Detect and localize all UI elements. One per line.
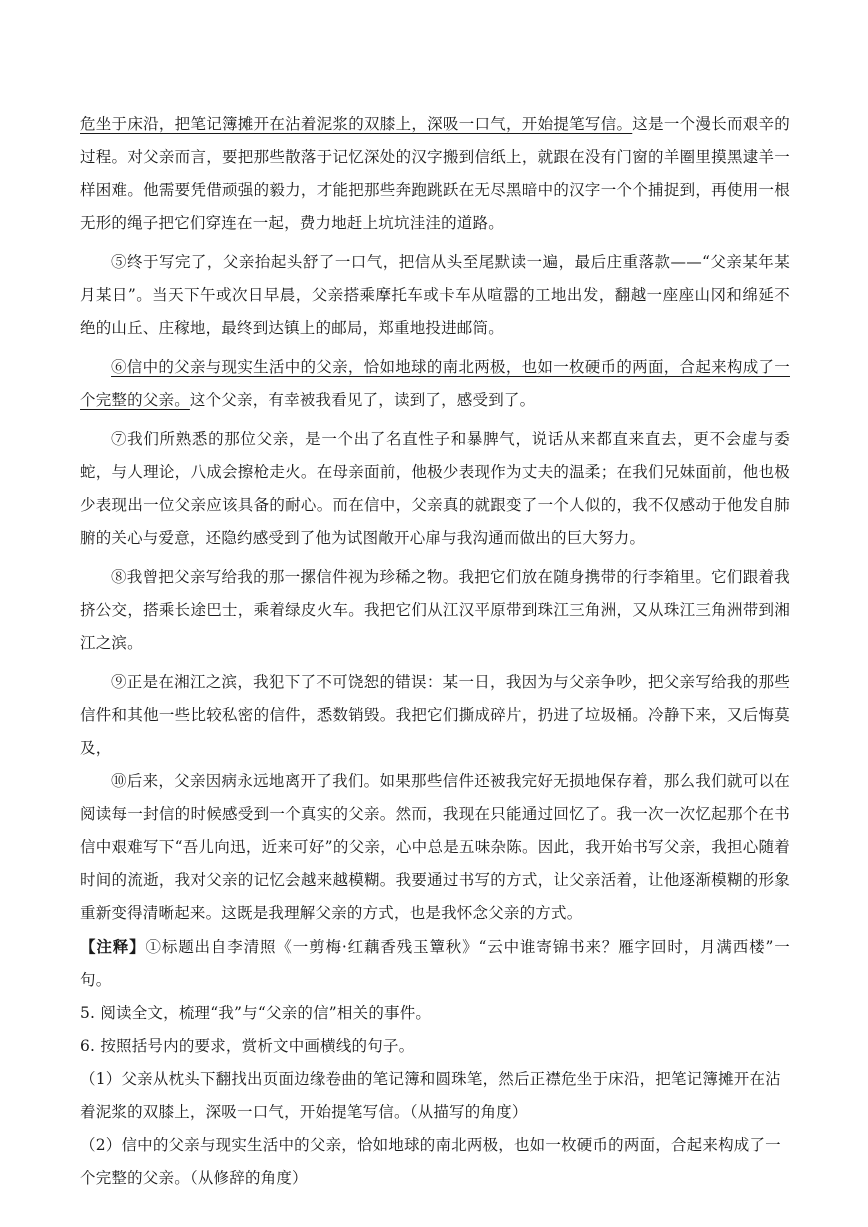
question-6-part-1: （1）父亲从枕头下翻找出页面边缘卷曲的笔记簿和圆珠笔，然后正襟危坐于床沿，把笔记簿摊开在沾着泥浆的双膝上，深吸一口气，开始提笔写信。（从描写的角度） [80, 1070, 781, 1121]
underlined-sentence-2: ⑥信中的父亲与现实生活中的父亲，恰如地球的南北两极，也如一枚硬币的两面，合起来构成了一个完整的父亲。 [80, 358, 790, 409]
paragraph-6-text: 这个父亲，有幸被我看见了，读到了，感受到了。 [189, 391, 536, 409]
question-5: 5. 阅读全文，梳理“我”与“父亲的信”相关的事件。 [80, 1004, 432, 1022]
underlined-sentence-1: 危坐于床沿，把笔记簿摊开在沾着泥浆的双膝上，深吸一口气，开始提笔写信。 [80, 115, 633, 133]
question-6-part-2: （2）信中的父亲与现实生活中的父亲，恰如地球的南北两极，也如一枚硬币的两面，合起来构成了一个完整的父亲。（从修辞的角度） [80, 1136, 781, 1187]
paragraph-8: ⑧我曾把父亲写给我的那一摞信件视为珍稀之物。我把它们放在随身携带的行李箱里。它们跟着我挤公交，搭乘长途巴士，乘着绿皮火车。我把它们从江汉平原带到珠江三角洲，又从珠江三角洲带到湘江之滨。 [80, 568, 790, 652]
paragraph-6 [80, 351, 790, 417]
document-page [80, 108, 790, 1195]
annotation [80, 930, 790, 997]
annotation-text: ①标题出自李清照《一剪梅·红藕香残玉簟秋》“云中谁寄锦书来？雁字回时，月满西楼”一句。 [80, 938, 790, 989]
paragraph-4-text: 这是一个漫长而艰辛的过程。对父亲而言，要把那些散落于记忆深处的汉字搬到信纸上，就跟在没有门窗的羊圈里摸黑逮羊一样困难。他需要凭借顽强的毅力，才能把那些奔跑跳跃在无尽黑暗中的汉字一个个捕捉到，再使用一根无形的绳子把它们穿连在一起，费力地赶上坑坑洼洼的道路。 [80, 115, 790, 232]
paragraph-7: ⑦我们所熟悉的那位父亲，是一个出了名直性子和暴脾气，说话从来都直来直去，更不会虚与委蛇，与人理论，八成会擦枪走火。在母亲面前，他极少表现作为丈夫的温柔；在我们兄妹面前，他也极少表现出一位父亲应该具备的耐心。而在信中，父亲真的就跟变了一个人似的，我不仅感动于他发自肺腑的关心与爱意，还隐约感受到了他为试图敞开心扉与我沟通而做出的巨大努力。 [80, 430, 790, 547]
paragraph-9: ⑨正是在湘江之滨，我犯下了不可饶恕的错误：某一日，我因为与父亲争吵，把父亲写给我的那些信件和其他一些比较私密的信件，悉数销毁。我把它们撕成碎片，扔进了垃圾桶。冷静下来，又后悔莫及， [80, 673, 790, 757]
paragraph-10: ⑩后来，父亲因病永远地离开了我们。如果那些信件还被我完好无损地保存着，那么我们就可以在阅读每一封信的时候感受到一个真实的父亲。然而，我现在只能通过回忆了。我一次一次忆起那个在书信中艰难写下“吾儿向迅，近来可好”的父亲，心中总是五味杂陈。因此，我开始书写父亲，我担心随着时间的流逝，我对父亲的记忆会越来越模糊。我要通过书写的方式，让父亲活着，让他逐渐模糊的形象重新变得清晰起来。这既是我理解父亲的方式，也是我怀念父亲的方式。 [80, 772, 790, 922]
question-6: 6. 按照括号内的要求，赏析文中画横线的句子。 [80, 1037, 415, 1055]
annotation-label: 【注释】 [80, 937, 146, 956]
paragraph-5: ⑤终于写完了，父亲抬起头舒了一口气，把信从头至尾默读一遍，最后庄重落款——“父亲某年某月某日”。当天下午或次日早晨，父亲搭乘摩托车或卡车从喧嚣的工地出发，翻越一座座山冈和绵延不绝的山丘、庄稼地，最终到达镇上的邮局，郑重地投进邮筒。 [80, 253, 790, 337]
paragraph-4-continued [80, 108, 790, 240]
